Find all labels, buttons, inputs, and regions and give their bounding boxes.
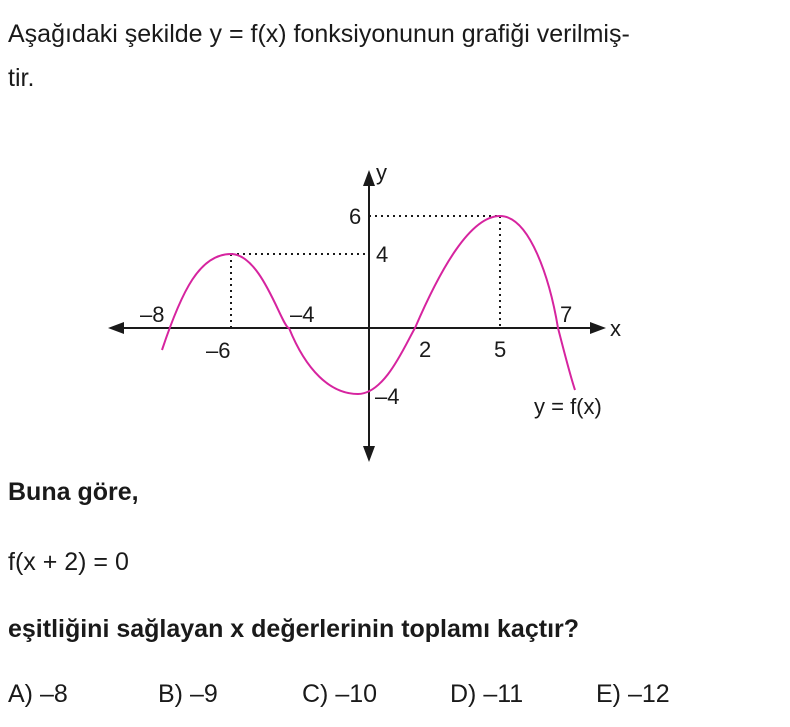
y-label-neg4: –4: [375, 384, 400, 409]
problem-intro-line2: tir.: [8, 64, 35, 92]
x-axis-right-arrow-icon: [590, 322, 606, 334]
x-label-7: 7: [560, 302, 573, 327]
question-text: eşitliğini sağlayan x değerlerinin toplamı kaçtır?: [8, 615, 580, 643]
choice-a[interactable]: A) –8: [8, 680, 68, 708]
curve-label: y = f(x): [534, 394, 602, 419]
y-axis-label: y: [376, 160, 387, 185]
function-graph: [0, 150, 660, 470]
choice-c[interactable]: C) –10: [302, 680, 378, 708]
y-label-6: 6: [349, 204, 362, 229]
x-axis-label: x: [610, 316, 621, 341]
question-heading: Buna göre,: [8, 478, 139, 506]
x-label-neg8: –8: [140, 302, 165, 327]
problem-intro-line1: Aşağıdaki şekilde y = f(x) fonksiyonunun grafiği verilmiş-: [8, 20, 630, 48]
choice-e[interactable]: E) –12: [596, 680, 670, 708]
y-axis-down-arrow-icon: [363, 446, 375, 462]
x-axis-left-arrow-icon: [108, 322, 124, 334]
x-label-2: 2: [419, 337, 432, 362]
x-label-5: 5: [494, 337, 507, 362]
equation: f(x + 2) = 0: [8, 548, 129, 576]
x-label-neg4: –4: [290, 302, 315, 327]
y-axis-up-arrow-icon: [363, 170, 375, 186]
choice-d[interactable]: D) –11: [450, 680, 524, 708]
choice-b[interactable]: B) –9: [158, 680, 218, 708]
x-label-neg6: –6: [206, 338, 231, 363]
y-label-4: 4: [376, 242, 389, 267]
